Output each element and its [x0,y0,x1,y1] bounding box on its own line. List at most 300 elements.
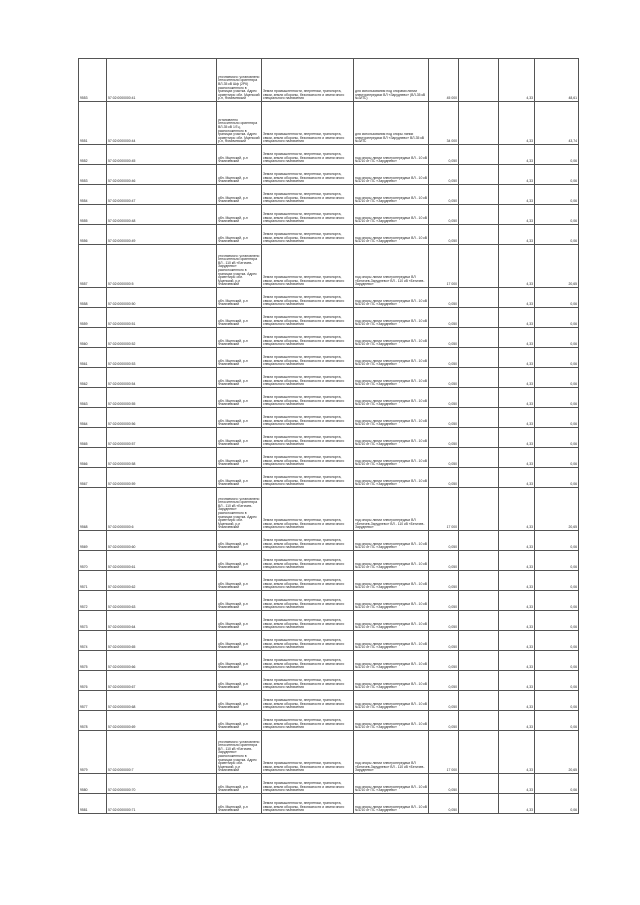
permitted-use-cell: под опоры линии электропередачи ВЛ - 10 кВ №1/10 от ПС «Заруднево» [354,308,429,328]
share-cell [459,551,499,571]
land-category-cell: Земли промышленности, энергетики, транспорта, связи, земли обороны, безопасности и земли иного специального назначения [262,225,354,245]
row-number-cell: 9571 [79,571,107,591]
rate-cell: 4,33 [499,488,535,531]
land-category-cell: Земли промышленности, энергетики, транспорта, связи, земли обороны, безопасности и земли иного специального назначения [262,631,354,651]
share-cell [459,225,499,245]
share-cell [459,165,499,185]
share-cell [459,571,499,591]
cadastral-number-cell: 57:02:0000000:66 [107,651,217,671]
total-cell: 43,74 [535,102,579,145]
address-cell: обл. Мценский, р-н Фомичевский [217,611,262,631]
row-number-cell: 9573 [79,611,107,631]
cadastral-number-cell: 57:02:0000000:7 [107,731,217,774]
area-cell: 0,050 [429,428,459,448]
share-cell [459,774,499,794]
rate-cell: 4,33 [499,691,535,711]
table-row [79,631,579,651]
land-category-cell: Земли промышленности, энергетики, транспорта, связи, земли обороны, безопасности и земли иного специального назначения [262,774,354,794]
total-cell: 0,06 [535,328,579,348]
area-cell: 0,050 [429,205,459,225]
share-cell [459,388,499,408]
area-cell: 0,050 [429,794,459,814]
land-category-cell: Земли промышленности, энергетики, транспорта, связи, земли обороны, безопасности и земли иного специального назначения [262,328,354,348]
cadastral-number-cell: 57:02:0000000:58 [107,448,217,468]
permitted-use-cell: под опоры линии электропередачи ВЛ - 10 кВ №1/10 от ПС «Заруднево» [354,368,429,388]
rate-cell: 4,33 [499,611,535,631]
address-cell: обл. Мценский, р-н Фомичевский [217,711,262,731]
cadastral-number-cell: 57:02:0000000:71 [107,794,217,814]
share-cell [459,448,499,468]
area-cell: 0,050 [429,308,459,328]
land-category-cell: Земли промышленности, энергетики, транспорта, связи, земли обороны, безопасности и земли иного специального назначения [262,794,354,814]
total-cell: 0,06 [535,308,579,328]
table-row [79,205,579,225]
rate-cell: 4,33 [499,468,535,488]
total-cell: 0,06 [535,468,579,488]
permitted-use-cell: под опоры линии электропередачи ВЛ - 10 кВ №1/10 от ПС «Заруднево» [354,631,429,651]
address-cell: обл. Мценский, р-н Фомичевский [217,145,262,165]
share-cell [459,308,499,328]
address-cell: обл. Мценский, р-н Фомичевский [217,348,262,368]
permitted-use-cell: под опоры линии электропередачи ВЛ «Бегичев-Заруднево» ВЛ - 110 кВ «Бегичев-Заруднево» [354,488,429,531]
rate-cell: 4,33 [499,102,535,145]
share-cell [459,711,499,731]
area-cell: 0,050 [429,288,459,308]
land-category-cell: Земли промышленности, энергетики, транспорта, связи, земли обороны, безопасности и земли иного специального назначения [262,571,354,591]
cadastral-number-cell: 57:02:0000000:63 [107,591,217,611]
share-cell [459,288,499,308]
address-cell: обл. Мценский, р-н Фомичевский [217,448,262,468]
land-category-cell: Земли промышленности, энергетики, транспорта, связи, земли обороны, безопасности и земли иного специального назначения [262,611,354,631]
table-row [79,488,579,531]
rate-cell: 4,33 [499,165,535,185]
table-row [79,651,579,671]
total-cell: 0,06 [535,145,579,165]
area-cell: 0,050 [429,571,459,591]
table-row [79,185,579,205]
share-cell [459,691,499,711]
share-cell [459,328,499,348]
area-cell: 0,050 [429,225,459,245]
rate-cell: 4,33 [499,348,535,368]
table-row [79,288,579,308]
land-category-cell: Земли промышленности, энергетики, транспорта, связи, земли обороны, безопасности и земли иного специального назначения [262,368,354,388]
address-cell: обл. Мценский, р-н Фомичевский [217,328,262,348]
total-cell: 0,06 [535,408,579,428]
row-number-cell: 9578 [79,711,107,731]
cadastral-number-cell: 57:02:0000000:48 [107,205,217,225]
land-category-cell: Земли промышленности, энергетики, транспорта, связи, земли обороны, безопасности и земли иного специального назначения [262,165,354,185]
area-cell: 17 000 [429,245,459,288]
row-number-cell: 9552 [79,145,107,165]
rate-cell: 4,33 [499,368,535,388]
permitted-use-cell: под опоры линии электропередачи ВЛ - 10 кВ №1/10 от ПС «Заруднево» [354,571,429,591]
area-cell: 0,050 [429,631,459,651]
permitted-use-cell: под опоры линии электропередачи ВЛ - 10 кВ №1/10 от ПС «Заруднево» [354,408,429,428]
share-cell [459,59,499,102]
address-cell: обл. Мценский, р-н Фомичевский [217,468,262,488]
table-row [79,731,579,774]
land-category-cell: Земли промышленности, энергетики, транспорта, связи, земли обороны, безопасности и земли иного специального назначения [262,205,354,225]
area-cell: 0,050 [429,591,459,611]
cadastral-number-cell: 57:02:0000000:64 [107,611,217,631]
permitted-use-cell: под опоры линии электропередачи ВЛ - 10 кВ №1/10 от ПС «Заруднево» [354,691,429,711]
address-cell: обл. Мценский, р-н Фомичевский [217,531,262,551]
share-cell [459,468,499,488]
permitted-use-cell: под опоры линии электропередачи ВЛ - 10 кВ №1/10 от ПС «Заруднево» [354,794,429,814]
land-category-cell: Земли промышленности, энергетики, транспорта, связи, земли обороны, безопасности и земли иного специального назначения [262,308,354,328]
rate-cell: 4,33 [499,185,535,205]
table-row [79,571,579,591]
permitted-use-cell: под опоры линии электропередачи ВЛ - 10 кВ №1/10 от ПС «Заруднево» [354,428,429,448]
total-cell: 48,61 [535,59,579,102]
permitted-use-cell: под опоры линии электропередачи ВЛ - 10 кВ №1/10 от ПС «Заруднево» [354,328,429,348]
permitted-use-cell: под опоры линии электропередачи ВЛ - 10 кВ №1/10 от ПС «Заруднево» [354,468,429,488]
address-cell: обл. Мценский, р-н Фомичевский [217,671,262,691]
land-category-cell: Земли промышленности, энергетики, транспорта, связи, земли обороны, безопасности и земли иного специального назначения [262,488,354,531]
table-row [79,348,579,368]
land-category-cell: Земли промышленности, энергетики, транспорта, связи, земли обороны, безопасности и земли иного специального назначения [262,531,354,551]
land-category-cell: Земли промышленности, энергетики, транспорта, связи, земли обороны, безопасности и земли иного специального назначения [262,468,354,488]
address-cell: обл. Мценский, р-н Фомичевский [217,651,262,671]
table-row [79,388,579,408]
land-category-cell: Земли промышленности, энергетики, транспорта, связи, земли обороны, безопасности и земли иного специального назначения [262,448,354,468]
rate-cell: 4,33 [499,448,535,468]
area-cell: 0,050 [429,145,459,165]
address-cell: обл. Мценский, р-н Фомичевский [217,408,262,428]
share-cell [459,428,499,448]
row-number-cell: 9567 [79,468,107,488]
land-category-cell: Земли промышленности, энергетики, транспорта, связи, земли обороны, безопасности и земли иного специального назначения [262,408,354,428]
row-number-cell: 9559 [79,308,107,328]
table-row [79,368,579,388]
area-cell: 0,050 [429,531,459,551]
cadastral-number-cell: 57:02:0000000:70 [107,774,217,794]
address-cell: обл. Мценский, р-н Фомичевский [217,368,262,388]
cadastral-number-cell: 57:02:0000000:67 [107,671,217,691]
address-cell: обл. Мценский, р-н Фомичевский [217,225,262,245]
row-number-cell: 9570 [79,551,107,571]
address-cell: обл. Мценский, р-н Фомичевский [217,288,262,308]
land-category-cell: Земли промышленности, энергетики, транспорта, связи, земли обороны, безопасности и земли иного специального назначения [262,59,354,102]
cadastral-number-cell: 57:02:0000000:50 [107,288,217,308]
permitted-use-cell: под опоры линии электропередачи ВЛ - 10 кВ №1/10 от ПС «Заруднево» [354,348,429,368]
land-category-cell: Земли промышленности, энергетики, транспорта, связи, земли обороны, безопасности и земли иного специального назначения [262,671,354,691]
rate-cell: 4,33 [499,591,535,611]
row-number-cell: 9574 [79,631,107,651]
row-number-cell: 9558 [79,288,107,308]
total-cell: 20,65 [535,731,579,774]
permitted-use-cell: под опоры линии электропередачи ВЛ - 10 кВ №1/10 от ПС «Заруднево» [354,288,429,308]
address-cell: обл. Мценский, р-н Фомичевский [217,388,262,408]
total-cell: 0,06 [535,165,579,185]
rate-cell: 4,33 [499,631,535,651]
total-cell: 0,06 [535,794,579,814]
total-cell: 0,06 [535,225,579,245]
total-cell: 0,06 [535,448,579,468]
address-cell: обл. Мценский, р-н Фомичевский [217,591,262,611]
total-cell: 20,65 [535,488,579,531]
row-number-cell: 9564 [79,408,107,428]
share-cell [459,794,499,814]
total-cell: 0,06 [535,611,579,631]
share-cell [459,631,499,651]
row-number-cell: 9566 [79,448,107,468]
permitted-use-cell: под опоры линии электропередачи ВЛ - 10 кВ №1/10 от ПС «Заруднево» [354,185,429,205]
cadastral-number-cell: 57:02:0000000:60 [107,531,217,551]
table-row [79,794,579,814]
row-number-cell: 9555 [79,205,107,225]
address-cell: уточняемого: установлено относительно ориентира ВЛ - 110 кВ «Бегичев-Заруднево» расположенного в границах участка. Адрес ориентира: обл. Мценский, р-н Фомичевский [217,245,262,288]
total-cell: 0,06 [535,428,579,448]
row-number-cell: 9553 [79,59,107,102]
table-row [79,59,579,102]
area-cell: 0,050 [429,328,459,348]
cadastral-number-cell: 57:02:0000000:5 [107,245,217,288]
permitted-use-cell: под опоры линии электропередачи ВЛ - 10 кВ №1/10 от ПС «Заруднево» [354,711,429,731]
area-cell: 0,050 [429,691,459,711]
table-row [79,611,579,631]
land-category-cell: Земли промышленности, энергетики, транспорта, связи, земли обороны, безопасности и земли иного специального назначения [262,428,354,448]
area-cell: 0,050 [429,388,459,408]
share-cell [459,611,499,631]
row-number-cell: 9554 [79,185,107,205]
land-category-cell: Земли промышленности, энергетики, транспорта, связи, земли обороны, безопасности и земли иного специального назначения [262,245,354,288]
rate-cell: 4,33 [499,59,535,102]
table-row [79,468,579,488]
total-cell: 0,06 [535,368,579,388]
total-cell: 20,65 [535,245,579,288]
area-cell: 0,050 [429,468,459,488]
rate-cell: 4,33 [499,388,535,408]
permitted-use-cell: под опоры линии электропередачи ВЛ - 10 кВ №1/10 от ПС «Заруднево» [354,205,429,225]
total-cell: 0,06 [535,774,579,794]
rate-cell: 4,33 [499,711,535,731]
land-category-cell: Земли промышленности, энергетики, транспорта, связи, земли обороны, безопасности и земли иного специального назначения [262,388,354,408]
share-cell [459,245,499,288]
table-row [79,551,579,571]
share-cell [459,731,499,774]
row-number-cell: 9553 [79,165,107,185]
total-cell: 0,06 [535,388,579,408]
address-cell: обл. Мценский, р-н Фомичевский [217,551,262,571]
rate-cell: 4,33 [499,551,535,571]
area-cell: 0,050 [429,185,459,205]
permitted-use-cell: под опоры линии электропередачи ВЛ - 10 кВ №1/10 от ПС «Заруднево» [354,774,429,794]
address-cell: обл. Мценский, р-н Фомичевский [217,165,262,185]
land-category-cell: Земли промышленности, энергетики, транспорта, связи, земли обороны, безопасности и земли иного специального назначения [262,551,354,571]
share-cell [459,591,499,611]
cadastral-number-cell: 57:02:0000000:68 [107,691,217,711]
area-cell: 17 000 [429,731,459,774]
row-number-cell: 9565 [79,428,107,448]
permitted-use-cell: под опоры линии электропередачи ВЛ - 10 кВ №1/10 от ПС «Заруднево» [354,591,429,611]
area-cell: 0,050 [429,408,459,428]
table-row [79,245,579,288]
document-sheet [78,58,578,814]
table-row [79,165,579,185]
row-number-cell: 9576 [79,671,107,691]
address-cell: обл. Мценский, р-н Фомичевский [217,428,262,448]
cadastral-number-cell: 57:02:0000000:49 [107,225,217,245]
cadastral-number-cell: 57:02:0000000:46 [107,165,217,185]
area-cell: 0,050 [429,671,459,691]
total-cell: 0,06 [535,531,579,551]
rate-cell: 4,33 [499,774,535,794]
rate-cell: 4,33 [499,288,535,308]
area-cell: 17 000 [429,488,459,531]
table-row [79,691,579,711]
address-cell: обл. Мценский, р-н Фомичевский [217,631,262,651]
address-cell: уточняемого: установлено относительно ориентира ВЛ - 110 кВ «Бегичев-Заруднево» расположенного в границах участка. Адрес ориентира: обл. Мценский, р-н Фомичевский [217,731,262,774]
total-cell: 0,06 [535,691,579,711]
total-cell: 0,06 [535,185,579,205]
cadastral-number-cell: 57:02:0000000:45 [107,145,217,165]
address-cell: обл. Мценский, р-н Фомичевский [217,691,262,711]
land-category-cell: Земли промышленности, энергетики, транспорта, связи, земли обороны, безопасности и земли иного специального назначения [262,651,354,671]
address-cell: обл. Мценский, р-н Фомичевский [217,794,262,814]
land-parcels-table [78,58,579,814]
table-row [79,448,579,468]
table-row [79,308,579,328]
total-cell: 0,06 [535,711,579,731]
land-category-cell: Земли промышленности, энергетики, транспорта, связи, земли обороны, безопасности и земли иного специального назначения [262,185,354,205]
cadastral-number-cell: 57:02:0000000:59 [107,468,217,488]
total-cell: 0,06 [535,348,579,368]
rate-cell: 4,33 [499,225,535,245]
permitted-use-cell: под опоры линии электропередачи ВЛ - 10 кВ №1/10 от ПС «Заруднево» [354,671,429,691]
cadastral-number-cell: 57:02:0000000:55 [107,388,217,408]
cadastral-number-cell: 57:02:0000000:65 [107,631,217,651]
land-category-cell: Земли промышленности, энергетики, транспорта, связи, земли обороны, безопасности и земли иного специального назначения [262,288,354,308]
cadastral-number-cell: 57:02:0000000:54 [107,368,217,388]
cadastral-number-cell: 57:02:0000000:61 [107,551,217,571]
area-cell: 0,050 [429,348,459,368]
total-cell: 0,06 [535,591,579,611]
total-cell: 0,06 [535,205,579,225]
cadastral-number-cell: 57:02:0000000:52 [107,328,217,348]
share-cell [459,145,499,165]
rate-cell: 4,33 [499,328,535,348]
permitted-use-cell: под опоры линии электропередачи ВЛ - 10 кВ №1/10 от ПС «Заруднево» [354,448,429,468]
row-number-cell: 9572 [79,591,107,611]
total-cell: 0,06 [535,551,579,571]
land-category-cell: Земли промышленности, энергетики, транспорта, связи, земли обороны, безопасности и земли иного специального назначения [262,348,354,368]
address-cell: уточняемого: установлено относительно ориентира ВЛ-35 кВ Шф (2РК) расположенного в границах участка. Адрес ориентира: обл. Мценский р-н, Фомичевский [217,59,262,102]
cadastral-number-cell: 57:02:0000000:62 [107,571,217,591]
table-row [79,145,579,165]
row-number-cell: 9561 [79,348,107,368]
row-number-cell: 9557 [79,245,107,288]
area-cell: 0,050 [429,165,459,185]
table-row [79,408,579,428]
land-category-cell: Земли промышленности, энергетики, транспорта, связи, земли обороны, безопасности и земли иного специального назначения [262,591,354,611]
land-category-cell: Земли промышленности, энергетики, транспорта, связи, земли обороны, безопасности и земли иного специального назначения [262,691,354,711]
area-cell: 0,050 [429,368,459,388]
address-cell: обл. Мценский, р-н Фомичевский [217,774,262,794]
total-cell: 0,06 [535,571,579,591]
total-cell: 0,06 [535,671,579,691]
permitted-use-cell: под опоры линии электропередачи ВЛ - 10 кВ №1/10 от ПС «Заруднево» [354,145,429,165]
rate-cell: 4,33 [499,571,535,591]
permitted-use-cell: под опоры линии электропередачи ВЛ - 10 кВ №1/10 от ПС «Заруднево» [354,611,429,631]
rate-cell: 4,33 [499,671,535,691]
address-cell: уточняемого: установлено относительно ориентира ВЛ - 110 кВ «Бегичев-Заруднево» расположенного в границах участка. Адрес ориентира: обл. Мценский, р-н Фомичевский [217,488,262,531]
area-cell: 45 000 [429,59,459,102]
area-cell: 34 000 [429,102,459,145]
permitted-use-cell: под опоры линии электропередачи ВЛ - 10 кВ №1/10 от ПС «Заруднево» [354,165,429,185]
land-category-cell: Земли промышленности, энергетики, транспорта, связи, земли обороны, безопасности и земли иного специального назначения [262,731,354,774]
permitted-use-cell: для использования под опоры линии электропередачи ВЛ «Заруднево» ВЛ-35 кВ №3/ПС [354,102,429,145]
rate-cell: 4,33 [499,145,535,165]
table-row [79,428,579,448]
table-row [79,711,579,731]
address-cell: обл. Мценский, р-н Фомичевский [217,185,262,205]
rate-cell: 4,33 [499,245,535,288]
permitted-use-cell: под опоры линии электропередачи ВЛ «Бегичев-Заруднево» ВЛ - 110 кВ «Бегичев-Заруднево» [354,731,429,774]
address-cell: установлено относительно ориентира ВЛ-35 кВ 1/Гц, расположенного в границах участка. Адрес ориентира: обл. Мценский р-н, Фомичевский [217,102,262,145]
land-category-cell: Земли промышленности, энергетики, транспорта, связи, земли обороны, безопасности и земли иного специального назначения [262,102,354,145]
share-cell [459,488,499,531]
table-row [79,328,579,348]
cadastral-number-cell: 57:02:0000000:57 [107,428,217,448]
rate-cell: 4,33 [499,794,535,814]
row-number-cell: 9569 [79,531,107,551]
rate-cell: 4,33 [499,651,535,671]
table-row [79,591,579,611]
share-cell [459,102,499,145]
total-cell: 0,06 [535,631,579,651]
permitted-use-cell: под опоры линии электропередачи ВЛ - 10 кВ №1/10 от ПС «Заруднево» [354,531,429,551]
rate-cell: 4,33 [499,408,535,428]
rate-cell: 4,33 [499,308,535,328]
cadastral-number-cell: 57:02:0000000:47 [107,185,217,205]
total-cell: 0,06 [535,288,579,308]
area-cell: 0,050 [429,651,459,671]
cadastral-number-cell: 57:02:0000000:41 [107,59,217,102]
share-cell [459,531,499,551]
rate-cell: 4,33 [499,205,535,225]
area-cell: 0,050 [429,611,459,631]
permitted-use-cell: для использования под опорами линии электропередачи ВЛ «Заруднево» (ВЛ-35 кВ №3/ПС) [354,59,429,102]
rate-cell: 4,33 [499,531,535,551]
share-cell [459,408,499,428]
permitted-use-cell: под опоры линии электропередачи ВЛ - 10 кВ №1/10 от ПС «Заруднево» [354,225,429,245]
table-row [79,531,579,551]
row-number-cell: 9577 [79,691,107,711]
row-number-cell: 9563 [79,388,107,408]
row-number-cell: 9560 [79,328,107,348]
share-cell [459,205,499,225]
table-row [79,102,579,145]
rate-cell: 4,33 [499,731,535,774]
permitted-use-cell: под опоры линии электропередачи ВЛ - 10 кВ №1/10 от ПС «Заруднево» [354,388,429,408]
table-row [79,225,579,245]
total-cell: 0,06 [535,651,579,671]
permitted-use-cell: под опоры линии электропередачи ВЛ - 10 кВ №1/10 от ПС «Заруднево» [354,651,429,671]
permitted-use-cell: под опоры линии электропередачи ВЛ «Бегичев-Заруднево» ВЛ - 110 кВ «Бегичев-Заруднево» [354,245,429,288]
land-category-cell: Земли промышленности, энергетики, транспорта, связи, земли обороны, безопасности и земли иного специального назначения [262,711,354,731]
area-cell: 0,050 [429,711,459,731]
cadastral-number-cell: 57:02:0000000:56 [107,408,217,428]
row-number-cell: 9568 [79,488,107,531]
address-cell: обл. Мценский, р-н Фомичевский [217,308,262,328]
area-cell: 0,050 [429,448,459,468]
row-number-cell: 9551 [79,102,107,145]
area-cell: 0,050 [429,774,459,794]
address-cell: обл. Мценский, р-н Фомичевский [217,571,262,591]
cadastral-number-cell: 57:02:0000000:51 [107,308,217,328]
